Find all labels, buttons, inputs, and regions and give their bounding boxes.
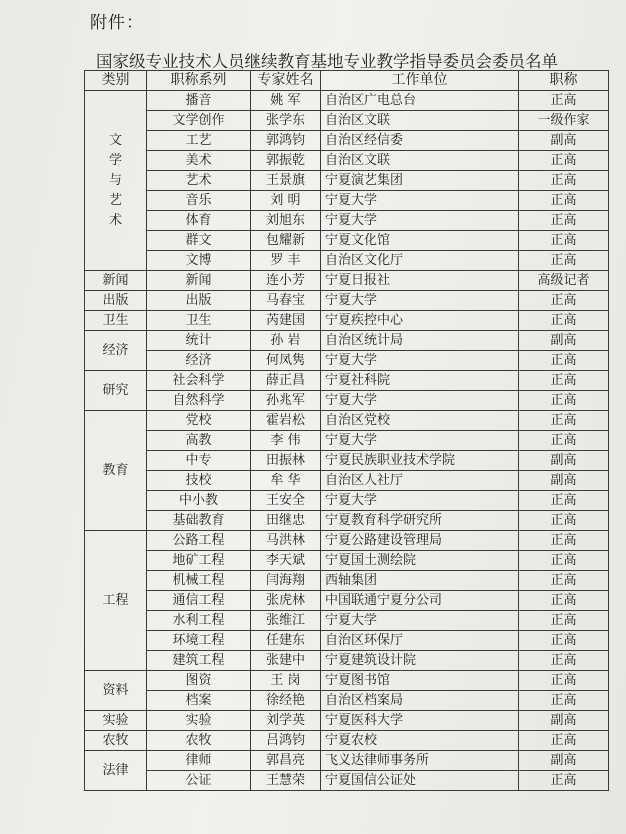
work-unit-cell: 自治区环保厅	[321, 631, 519, 651]
rank-cell: 正高	[519, 391, 609, 411]
table-row	[85, 391, 609, 411]
expert-name-cell: 刘 明	[251, 191, 321, 211]
table-row	[85, 471, 609, 491]
expert-name-cell: 王景旗	[251, 171, 321, 191]
title-series-cell: 中小教	[147, 491, 251, 511]
work-unit-cell: 飞义达律师事务所	[321, 751, 519, 771]
title-series-cell: 水利工程	[147, 611, 251, 631]
title-series-cell: 环境工程	[147, 631, 251, 651]
rank-cell: 正高	[519, 291, 609, 311]
table-row	[85, 311, 609, 331]
category-label: 文学与艺术	[108, 132, 122, 228]
rank-cell: 正高	[519, 631, 609, 651]
table-row	[85, 411, 609, 431]
rank-cell: 正高	[519, 551, 609, 571]
rank-cell: 副高	[519, 711, 609, 731]
title-series-cell: 美术	[147, 151, 251, 171]
rank-cell: 正高	[519, 691, 609, 711]
table-row	[85, 531, 609, 551]
rank-cell: 正高	[519, 611, 609, 631]
table-row	[85, 591, 609, 611]
expert-name-cell: 王安全	[251, 491, 321, 511]
title-series-cell: 农牧	[147, 731, 251, 751]
table-row	[85, 371, 609, 391]
table-row	[85, 331, 609, 351]
title-series-cell: 统计	[147, 331, 251, 351]
title-series-cell: 中专	[147, 451, 251, 471]
rank-cell: 正高	[519, 91, 609, 111]
table-row	[85, 191, 609, 211]
rank-cell: 正高	[519, 591, 609, 611]
title-series-cell: 图资	[147, 671, 251, 691]
rank-cell: 副高	[519, 451, 609, 471]
work-unit-cell: 宁夏日报社	[321, 271, 519, 291]
title-series-cell: 公路工程	[147, 531, 251, 551]
rank-cell: 正高	[519, 411, 609, 431]
expert-name-cell: 刘旭东	[251, 211, 321, 231]
category-cell: 新闻	[85, 271, 147, 291]
table-row	[85, 91, 609, 111]
expert-name-cell: 闫海翔	[251, 571, 321, 591]
work-unit-cell: 自治区经信委	[321, 131, 519, 151]
work-unit-cell: 宁夏大学	[321, 211, 519, 231]
expert-name-cell: 包耀新	[251, 231, 321, 251]
work-unit-cell: 宁夏国土测绘院	[321, 551, 519, 571]
title-series-cell: 党校	[147, 411, 251, 431]
rank-cell: 副高	[519, 331, 609, 351]
rank-cell: 高级记者	[519, 271, 609, 291]
work-unit-cell: 宁夏大学	[321, 431, 519, 451]
table-row	[85, 571, 609, 591]
table-row	[85, 771, 609, 791]
roster-body	[85, 91, 609, 791]
category-cell: 法律	[85, 751, 147, 791]
title-series-cell: 出版	[147, 291, 251, 311]
category-cell: 教育	[85, 411, 147, 531]
table-row	[85, 231, 609, 251]
rank-cell: 正高	[519, 651, 609, 671]
expert-name-cell: 李天斌	[251, 551, 321, 571]
expert-name-cell: 田振林	[251, 451, 321, 471]
work-unit-cell: 宁夏民族职业技术学院	[321, 451, 519, 471]
title-series-cell: 公证	[147, 771, 251, 791]
document-title: 国家级专业技术人员继续教育基地专业教学指导委员会委员名单	[96, 52, 558, 71]
rank-cell: 正高	[519, 231, 609, 251]
table-row	[85, 611, 609, 631]
table-row	[85, 431, 609, 451]
rank-cell: 正高	[519, 511, 609, 531]
title-series-cell: 自然科学	[147, 391, 251, 411]
title-series-cell: 社会科学	[147, 371, 251, 391]
table-row	[85, 111, 609, 131]
header-title-series: 职称系列	[147, 71, 251, 91]
work-unit-cell: 中国联通宁夏分公司	[321, 591, 519, 611]
work-unit-cell: 宁夏文化馆	[321, 231, 519, 251]
rank-cell: 副高	[519, 131, 609, 151]
work-unit-cell: 宁夏医科大学	[321, 711, 519, 731]
rank-cell: 正高	[519, 351, 609, 371]
table-row	[85, 211, 609, 231]
title-series-cell: 新闻	[147, 271, 251, 291]
attachment-label: 附件：	[90, 13, 144, 33]
category-cell: 农牧	[85, 731, 147, 751]
table-row	[85, 731, 609, 751]
rank-cell: 正高	[519, 571, 609, 591]
category-cell: 工程	[85, 531, 147, 671]
work-unit-cell: 自治区文联	[321, 111, 519, 131]
work-unit-cell: 自治区党校	[321, 411, 519, 431]
title-series-cell: 地矿工程	[147, 551, 251, 571]
table-row	[85, 631, 609, 651]
work-unit-cell: 自治区广电总台	[321, 91, 519, 111]
work-unit-cell: 宁夏图书馆	[321, 671, 519, 691]
expert-name-cell: 任建东	[251, 631, 321, 651]
title-series-cell: 建筑工程	[147, 651, 251, 671]
expert-name-cell: 何凤隽	[251, 351, 321, 371]
work-unit-cell: 宁夏大学	[321, 611, 519, 631]
work-unit-cell: 宁夏大学	[321, 351, 519, 371]
expert-name-cell: 姚 军	[251, 91, 321, 111]
category-cell: 出版	[85, 291, 147, 311]
expert-name-cell: 马春宝	[251, 291, 321, 311]
work-unit-cell: 宁夏农校	[321, 731, 519, 751]
table-row	[85, 291, 609, 311]
expert-name-cell: 王 岗	[251, 671, 321, 691]
work-unit-cell: 宁夏公路建设管理局	[321, 531, 519, 551]
work-unit-cell: 宁夏国信公证处	[321, 771, 519, 791]
expert-name-cell: 孙兆军	[251, 391, 321, 411]
title-series-cell: 群文	[147, 231, 251, 251]
title-series-cell: 基础教育	[147, 511, 251, 531]
rank-cell: 副高	[519, 471, 609, 491]
rank-cell: 正高	[519, 371, 609, 391]
table-row	[85, 451, 609, 471]
rank-cell: 正高	[519, 671, 609, 691]
title-series-cell: 体育	[147, 211, 251, 231]
expert-name-cell: 薛正昌	[251, 371, 321, 391]
expert-name-cell: 郭鸿钧	[251, 131, 321, 151]
rank-cell: 正高	[519, 211, 609, 231]
header-category: 类别	[85, 71, 147, 91]
rank-cell: 一级作家	[519, 111, 609, 131]
work-unit-cell: 宁夏大学	[321, 391, 519, 411]
rank-cell: 正高	[519, 731, 609, 751]
title-series-cell: 通信工程	[147, 591, 251, 611]
expert-name-cell: 李 伟	[251, 431, 321, 451]
title-series-cell: 高教	[147, 431, 251, 451]
work-unit-cell: 自治区文联	[321, 151, 519, 171]
work-unit-cell: 自治区文化厅	[321, 251, 519, 271]
rank-cell: 正高	[519, 311, 609, 331]
committee-roster-table	[84, 70, 609, 791]
table-header-row	[85, 71, 609, 91]
rank-cell: 正高	[519, 431, 609, 451]
table-row	[85, 711, 609, 731]
rank-cell: 正高	[519, 171, 609, 191]
category-cell: 资料	[85, 671, 147, 711]
table-row	[85, 751, 609, 771]
work-unit-cell: 宁夏演艺集团	[321, 171, 519, 191]
table-row	[85, 251, 609, 271]
work-unit-cell: 宁夏教育科学研究所	[321, 511, 519, 531]
table-row	[85, 491, 609, 511]
expert-name-cell: 郭振乾	[251, 151, 321, 171]
table-row	[85, 351, 609, 371]
table-row	[85, 651, 609, 671]
category-cell: 研究	[85, 371, 147, 411]
expert-name-cell: 霍岩松	[251, 411, 321, 431]
title-series-cell: 艺术	[147, 171, 251, 191]
title-series-cell: 工艺	[147, 131, 251, 151]
expert-name-cell: 马洪林	[251, 531, 321, 551]
expert-name-cell: 郭昌亮	[251, 751, 321, 771]
category-cell: 经济	[85, 331, 147, 371]
expert-name-cell: 田继忠	[251, 511, 321, 531]
expert-name-cell: 连小芳	[251, 271, 321, 291]
rank-cell: 正高	[519, 491, 609, 511]
table-row	[85, 691, 609, 711]
expert-name-cell: 芮建国	[251, 311, 321, 331]
work-unit-cell: 自治区人社厅	[321, 471, 519, 491]
expert-name-cell: 吕鸿钧	[251, 731, 321, 751]
expert-name-cell: 孙 岩	[251, 331, 321, 351]
rank-cell: 正高	[519, 771, 609, 791]
expert-name-cell: 张维江	[251, 611, 321, 631]
category-cell: 实验	[85, 711, 147, 731]
table-row	[85, 551, 609, 571]
table-row	[85, 511, 609, 531]
title-series-cell: 播音	[147, 91, 251, 111]
rank-cell: 副高	[519, 751, 609, 771]
expert-name-cell: 牟 华	[251, 471, 321, 491]
header-rank: 职称	[519, 71, 609, 91]
category-cell: 卫生	[85, 311, 147, 331]
table-row	[85, 131, 609, 151]
title-series-cell: 实验	[147, 711, 251, 731]
header-work-unit: 工作单位	[321, 71, 519, 91]
category-cell	[85, 91, 147, 271]
table-row	[85, 271, 609, 291]
title-series-cell: 卫生	[147, 311, 251, 331]
work-unit-cell: 宁夏大学	[321, 291, 519, 311]
table-row	[85, 671, 609, 691]
expert-name-cell: 张学东	[251, 111, 321, 131]
title-series-cell: 技校	[147, 471, 251, 491]
work-unit-cell: 西轴集团	[321, 571, 519, 591]
work-unit-cell: 宁夏建筑设计院	[321, 651, 519, 671]
title-series-cell: 音乐	[147, 191, 251, 211]
expert-name-cell: 徐经艳	[251, 691, 321, 711]
rank-cell: 正高	[519, 191, 609, 211]
expert-name-cell: 张虎林	[251, 591, 321, 611]
rank-cell: 正高	[519, 151, 609, 171]
title-series-cell: 文学创作	[147, 111, 251, 131]
rank-cell: 正高	[519, 251, 609, 271]
expert-name-cell: 刘学英	[251, 711, 321, 731]
work-unit-cell: 自治区统计局	[321, 331, 519, 351]
work-unit-cell: 宁夏社科院	[321, 371, 519, 391]
rank-cell: 正高	[519, 531, 609, 551]
work-unit-cell: 宁夏疾控中心	[321, 311, 519, 331]
table-row	[85, 171, 609, 191]
expert-name-cell: 罗 丰	[251, 251, 321, 271]
work-unit-cell: 宁夏大学	[321, 191, 519, 211]
title-series-cell: 经济	[147, 351, 251, 371]
title-series-cell: 档案	[147, 691, 251, 711]
header-expert-name: 专家姓名	[251, 71, 321, 91]
expert-name-cell: 王慧荣	[251, 771, 321, 791]
title-series-cell: 文博	[147, 251, 251, 271]
table-row	[85, 151, 609, 171]
title-series-cell: 律师	[147, 751, 251, 771]
work-unit-cell: 自治区档案局	[321, 691, 519, 711]
expert-name-cell: 张建中	[251, 651, 321, 671]
work-unit-cell: 宁夏大学	[321, 491, 519, 511]
title-series-cell: 机械工程	[147, 571, 251, 591]
